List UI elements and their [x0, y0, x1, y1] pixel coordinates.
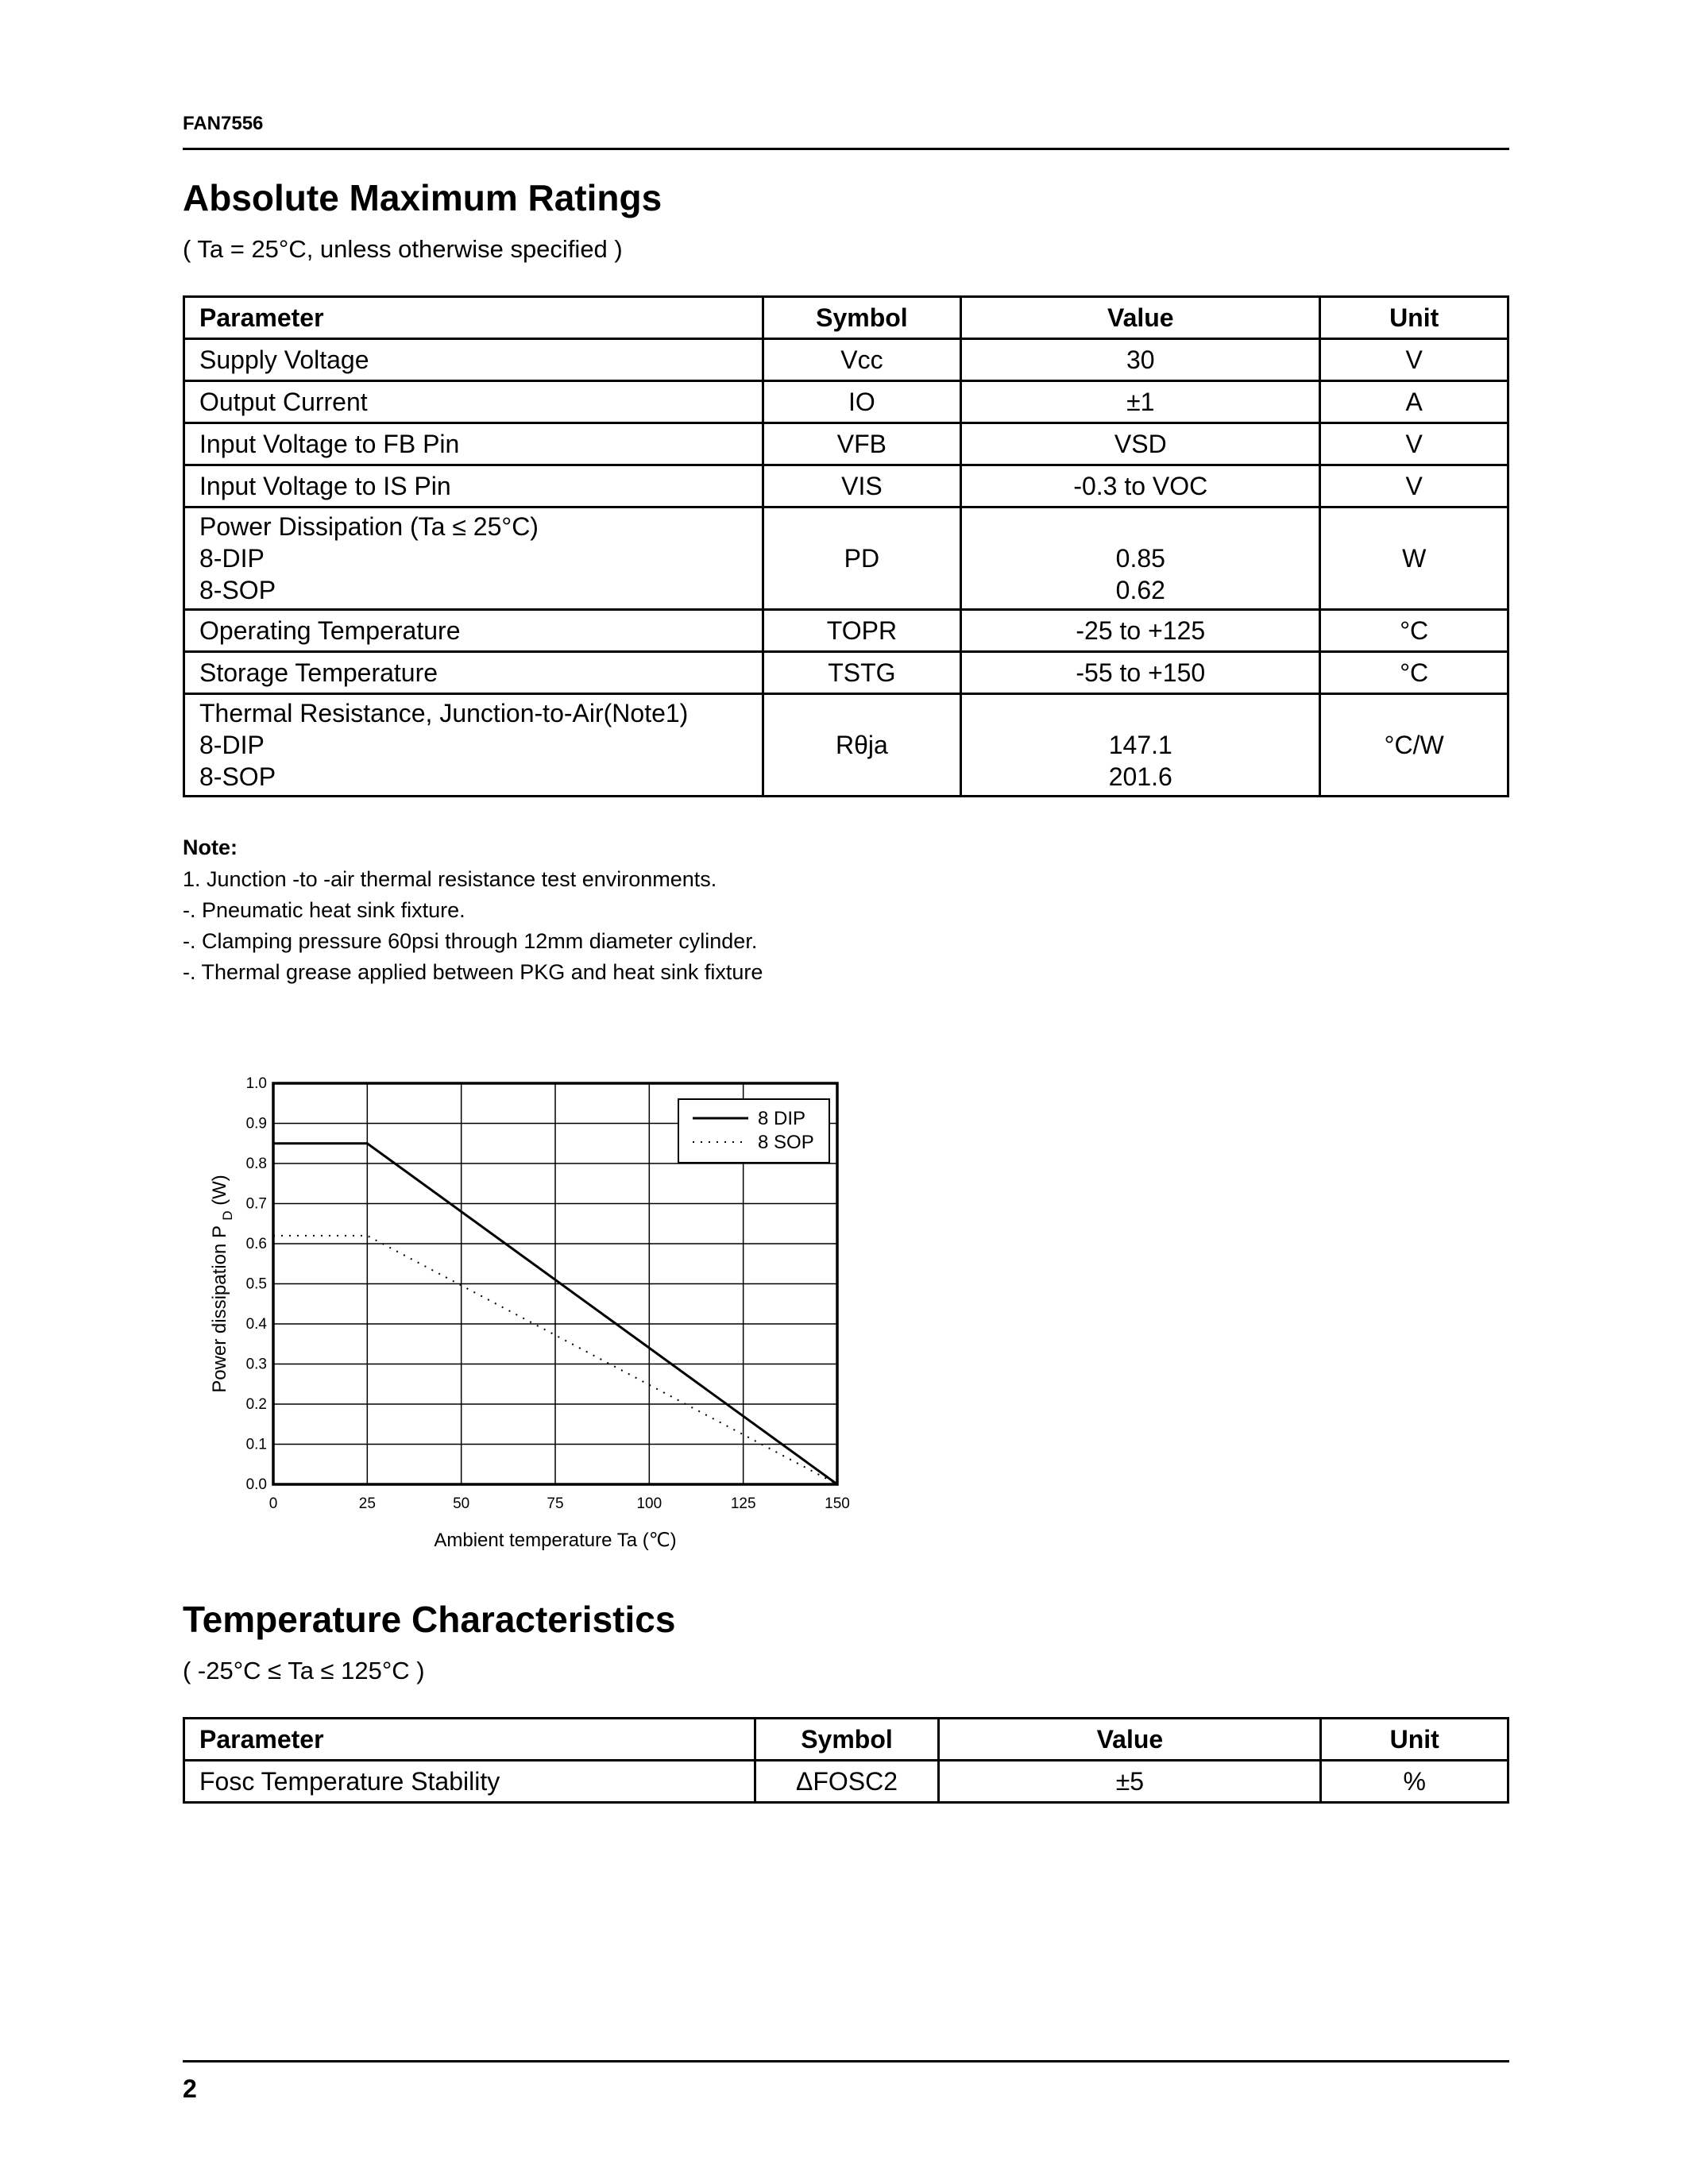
parameter-cell: Output Current [184, 381, 763, 423]
table-row [184, 694, 1508, 797]
parameter-cell: Input Voltage to IS Pin [184, 465, 763, 507]
column-header-unit: Unit [1320, 297, 1508, 339]
parameter-line: Power Dissipation (Ta ≤ 25°C) [199, 512, 539, 541]
value-cell: 30 [961, 339, 1320, 381]
y-tick-label: 0.6 [245, 1236, 267, 1252]
note-title: Note: [183, 835, 238, 859]
symbol-cell: VFB [763, 423, 961, 465]
column-header-value: Value [939, 1719, 1321, 1761]
symbol-cell: Rθja [763, 694, 961, 797]
header-rule [183, 148, 1509, 150]
note-line: -. Pneumatic heat sink fixture. [183, 898, 465, 922]
unit-cell: °C [1320, 610, 1508, 652]
note-line: 1. Junction -to -air thermal resistance test environments. [183, 867, 717, 891]
symbol-cell: TOPR [763, 610, 961, 652]
unit-cell: A [1320, 381, 1508, 423]
column-header-symbol: Symbol [763, 297, 961, 339]
value-line: 0.62 [1115, 576, 1165, 604]
parameter-line: 8-DIP [199, 544, 265, 573]
table-row [184, 610, 1508, 652]
x-tick-label: 25 [358, 1495, 376, 1512]
y-tick-label: 0.9 [245, 1115, 267, 1133]
y-tick-label: 0.5 [245, 1275, 267, 1293]
value-cell [961, 507, 1320, 610]
legend-label: 8 SOP [758, 1132, 814, 1153]
parameter-line: Thermal Resistance, Junction-to-Air(Note1) [199, 699, 689, 727]
symbol-cell: VIS [763, 465, 961, 507]
column-header-symbol: Symbol [755, 1719, 939, 1761]
legend-label: 8 DIP [758, 1108, 806, 1129]
symbol-cell: IO [763, 381, 961, 423]
section-title-temperature-characteristics: Temperature Characteristics [183, 1599, 676, 1640]
x-tick-label: 125 [730, 1495, 756, 1512]
y-tick-label: 0.1 [245, 1436, 267, 1453]
value-cell [961, 694, 1320, 797]
y-tick-label: 1.0 [245, 1075, 267, 1092]
x-tick-label: 75 [547, 1495, 564, 1512]
symbol-cell: TSTG [763, 652, 961, 694]
unit-cell: V [1320, 339, 1508, 381]
parameter-line: 8-SOP [199, 576, 276, 604]
parameter-cell: Fosc Temperature Stability [184, 1761, 755, 1803]
parameter-cell: Operating Temperature [184, 610, 763, 652]
parameter-cell [184, 507, 763, 610]
value-line: 147.1 [1108, 731, 1172, 759]
column-header-unit: Unit [1321, 1719, 1508, 1761]
unit-cell: V [1320, 465, 1508, 507]
parameter-cell: Storage Temperature [184, 652, 763, 694]
x-tick-label: 50 [453, 1495, 470, 1512]
value-cell: VSD [961, 423, 1320, 465]
x-tick-label: 0 [268, 1495, 278, 1512]
value-line: 0.85 [1115, 544, 1165, 573]
value-cell: ±5 [939, 1761, 1321, 1803]
symbol-cell: ΔFOSC2 [755, 1761, 939, 1803]
parameter-cell [184, 694, 763, 797]
table-row [184, 339, 1508, 381]
table-row [184, 507, 1508, 610]
y-tick-label: 0.4 [245, 1316, 267, 1333]
parameter-line: 8-SOP [199, 762, 276, 791]
y-tick-label: 0.8 [245, 1156, 267, 1172]
value-cell: -55 to +150 [961, 652, 1320, 694]
x-axis-label: Ambient temperature Ta (℃) [434, 1530, 677, 1551]
part-number-header: FAN7556 [183, 113, 264, 134]
value-cell: -25 to +125 [961, 610, 1320, 652]
parameter-line: 8-DIP [199, 731, 265, 759]
note-line: -. Thermal grease applied between PKG and heat sink fixture [183, 960, 763, 984]
parameter-cell: Input Voltage to FB Pin [184, 423, 763, 465]
y-axis-label: Power dissipation P $_D$ (W) [209, 1175, 235, 1393]
y-tick-label: 0.2 [245, 1396, 267, 1413]
note-line: -. Clamping pressure 60psi through 12mm diameter cylinder. [183, 929, 758, 953]
table-row [184, 1761, 1508, 1803]
section-condition-absolute-maximum-ratings: ( Ta = 25°C, unless otherwise specified ) [183, 235, 623, 263]
y-tick-label: 0.0 [245, 1476, 267, 1493]
value-cell: -0.3 to VOC [961, 465, 1320, 507]
footer-rule [183, 2060, 1509, 2062]
y-tick-label: 0.7 [245, 1195, 267, 1213]
table-row [184, 465, 1508, 507]
parameter-cell: Supply Voltage [184, 339, 763, 381]
column-header-parameter: Parameter [184, 297, 763, 339]
section-condition-temperature-characteristics: ( -25°C ≤ Ta ≤ 125°C ) [183, 1657, 425, 1684]
column-header-value: Value [961, 297, 1320, 339]
column-header-parameter: Parameter [184, 1719, 755, 1761]
absolute-maximum-ratings-table [183, 295, 1509, 797]
power-dissipation-chart [199, 1064, 866, 1557]
page-number: 2 [183, 2074, 197, 2103]
table-header-row [184, 1719, 1508, 1761]
unit-cell: V [1320, 423, 1508, 465]
table-row [184, 652, 1508, 694]
table-header-row [184, 297, 1508, 339]
value-cell: ±1 [961, 381, 1320, 423]
x-tick-label: 150 [825, 1495, 850, 1512]
temperature-characteristics-table [183, 1717, 1509, 1804]
y-tick-label: 0.3 [245, 1356, 267, 1373]
unit-cell: °C [1320, 652, 1508, 694]
symbol-cell: PD [763, 507, 961, 610]
symbol-cell: Vcc [763, 339, 961, 381]
unit-cell: °C/W [1320, 694, 1508, 797]
legend-box [678, 1099, 829, 1163]
table-row [184, 423, 1508, 465]
unit-cell: W [1320, 507, 1508, 610]
value-line: 201.6 [1108, 762, 1172, 791]
table-row [184, 381, 1508, 423]
section-title-absolute-maximum-ratings: Absolute Maximum Ratings [183, 177, 662, 218]
x-tick-label: 100 [636, 1495, 662, 1512]
unit-cell: % [1321, 1761, 1508, 1803]
